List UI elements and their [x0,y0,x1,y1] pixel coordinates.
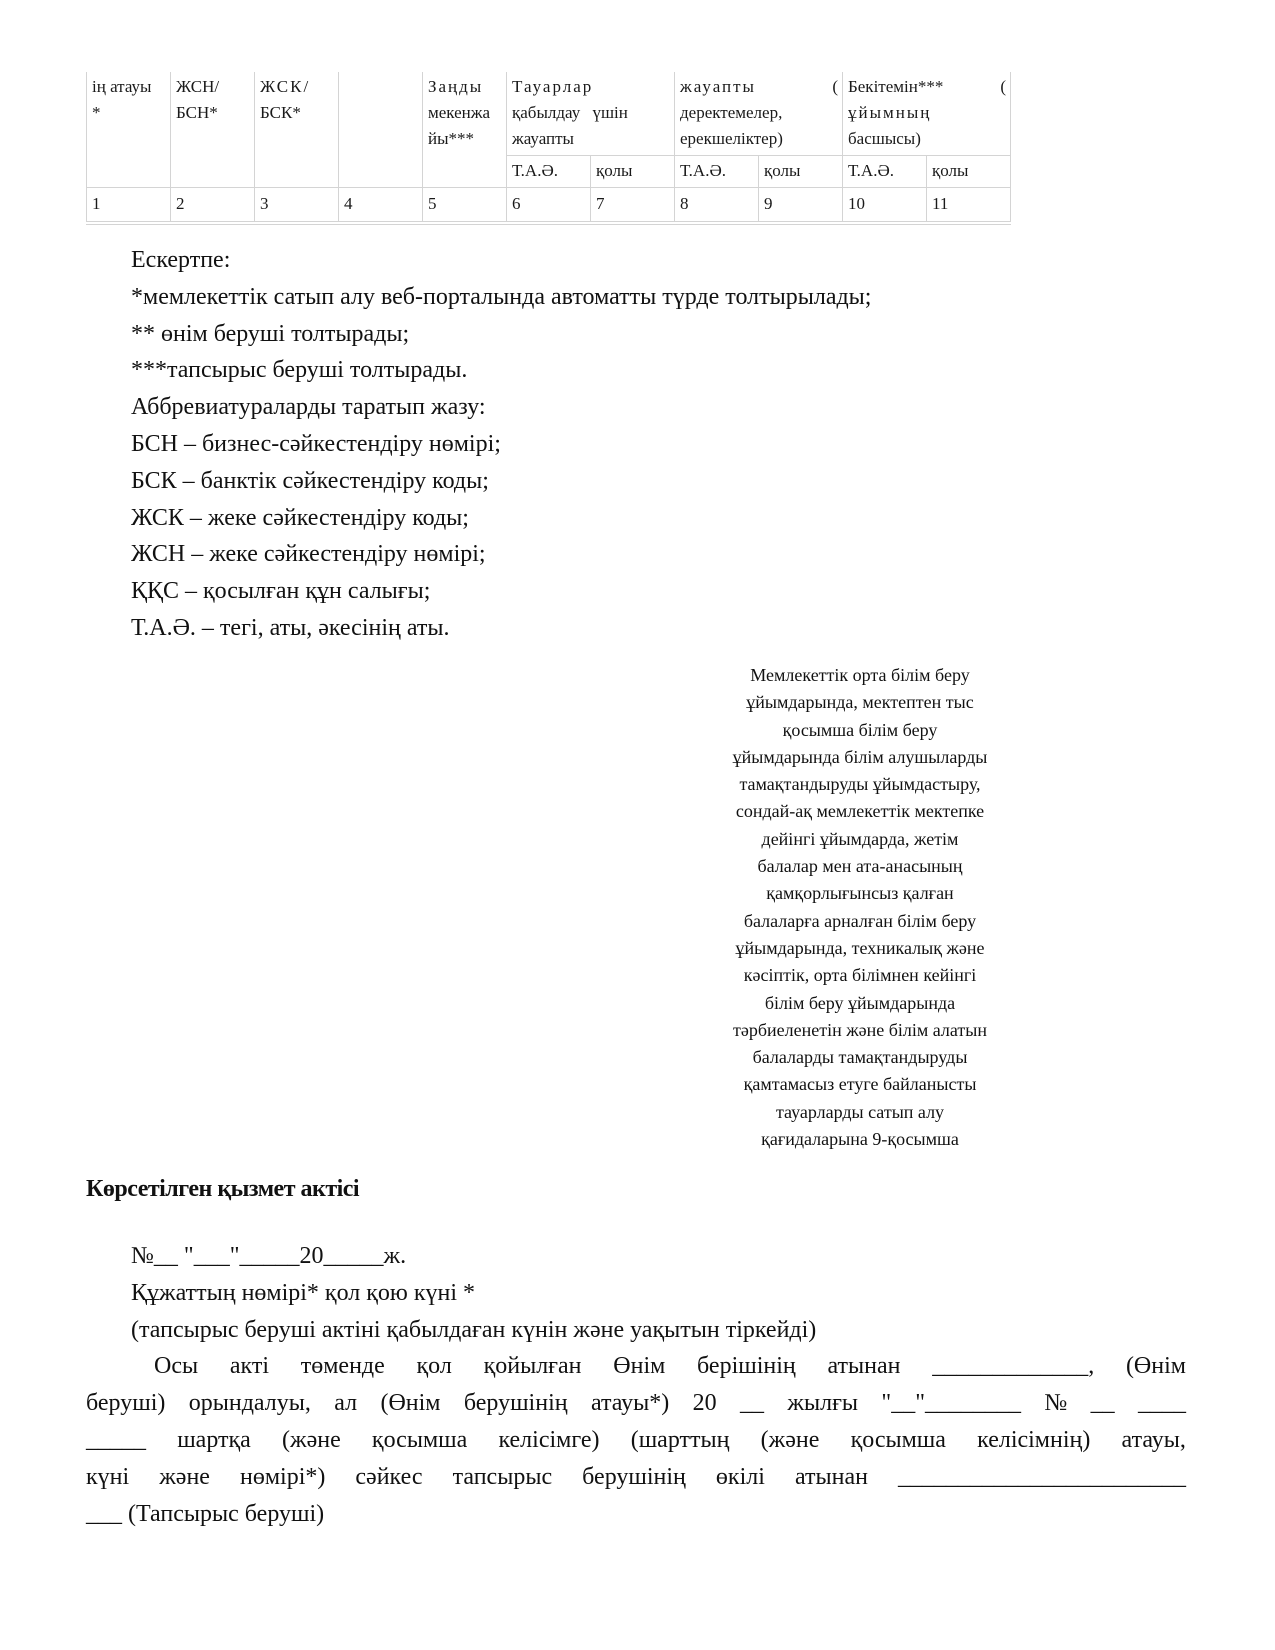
column-number: 4 [339,188,423,224]
annex-line: қосымша білім беру [782,719,938,740]
table-column-number-row [87,188,1011,224]
abbreviation-item: ЖСК – жеке сәйкестендіру коды; [131,504,469,531]
annex-line: қағидаларына 9-қосымша [761,1129,959,1150]
header-cell-iin-bin: ЖСН/ БСН* [171,72,255,188]
annex-reference [700,662,1020,1153]
annex-line: Мемлекеттік орта білім беру [750,665,970,685]
abbreviation-item: ҚҚС – қосылған құн салығы; [131,578,431,605]
header-cell-iik-bik: ЖСК/ БСК* [255,72,339,188]
note-item: ***тапсырыс беруші толтырады. [131,357,468,384]
header-cell-responsible-details: жауапты ( деректемелер, ерекшеліктер) [675,72,843,156]
header-cell-name: ің атауы * [87,72,171,188]
subheader-signature: қолы [591,156,675,188]
annex-line: қамқорлығынсыз қалған [766,883,954,904]
abbreviation-item: ЖСН – жеке сәйкестендіру нөмірі; [131,541,486,568]
column-number: 7 [591,188,675,224]
annex-line: балалар мен ата-анасының [757,856,963,877]
note-item: ** өнім беруші толтырады; [131,320,410,347]
act-number-date-line: №__ "___"_____20_____ж. [131,1243,407,1269]
header-cell-goods-receiver: Тауарлар қабылдау үшін жауапты [507,72,675,156]
column-number: 11 [927,188,1011,224]
annex-line: білім беру ұйымдарында [764,992,956,1013]
subheader-fullname: Т.А.Ә. [675,156,759,188]
column-number: 5 [423,188,507,224]
notes-title: Ескертпе: [131,247,231,273]
column-number: 10 [843,188,927,224]
notes-section [131,242,871,647]
annex-line: ұйымдарында білім алушыларды [732,746,988,767]
column-number: 3 [255,188,339,224]
table-header-row [87,72,1011,156]
goods-acceptance-table [86,72,1011,225]
abbreviations-title: Аббревиатураларды таратып жазу: [131,394,486,421]
paragraph-line: күні және нөмірі*) сәйкес тапсырыс берушінің өкілі атынан ________________________ [86,1464,1186,1490]
column-number: 6 [507,188,591,224]
act-title: Көрсетілген қызмет актісі [86,1176,360,1202]
subheader-signature: қолы [759,156,843,188]
annex-line: ұйымдарында, мектептен тыс [746,692,974,713]
paragraph-line: беруші) орындалуы, ал (Өнім берушінің атауы*) 20 __ жылғы "__"________ № __ ____ [86,1390,1186,1416]
paragraph-line: Осы акті төменде қол қойылған Өнім берішінің атынан _____________, (Өнім [154,1353,1186,1379]
header-cell-approved-by-head: Бекітемін*** ( ұйымның басшысы) [843,72,1011,156]
act-paragraph [86,1348,1186,1533]
annex-line: балаларға арналған білім беру [743,910,977,931]
header-cell-legal-address: Заңды мекенжа йы*** [423,72,507,188]
act-registration-note: (тапсырыс беруші актіні қабылдаған күнін және уақытын тіркейді) [131,1317,817,1343]
column-number: 2 [171,188,255,224]
annex-line: қамтамасыз етуге байланысты [743,1074,977,1095]
annex-line: ұйымдарында, техникалық және [735,937,985,958]
column-number: 1 [87,188,171,224]
header-cell-empty [339,72,423,188]
subheader-signature: қолы [927,156,1011,188]
annex-line: сондай-ақ мемлекеттік мектепке [735,801,985,822]
paragraph-line: _____ шартқа (және қосымша келісімге) (шарттың (және қосымша келісімнің) атауы, [86,1427,1186,1453]
annex-line: тәрбиеленетін және білім алатын [732,1019,988,1040]
column-number: 9 [759,188,843,224]
annex-line: тауарларды сатып алу [775,1101,945,1122]
abbreviation-item: БСК – банктік сәйкестендіру коды; [131,467,489,494]
column-number: 8 [675,188,759,224]
act-document-number-line: Құжаттың нөмірі* қол қою күні * [131,1280,476,1306]
abbreviation-item: Т.А.Ә. – тегі, аты, әкесінің аты. [131,614,450,641]
abbreviation-item: БСН – бизнес-сәйкестендіру нөмірі; [131,430,501,457]
annex-line: кәсіптік, орта білімнен кейінгі [743,965,977,986]
subheader-fullname: Т.А.Ә. [843,156,927,188]
annex-line: дейінгі ұйымдарда, жетім [761,828,959,849]
annex-line: балаларды тамақтандыруды [752,1047,968,1068]
act-header-lines [131,1238,816,1349]
note-item: *мемлекеттік сатып алу веб-порталында автоматты түрде толтырылады; [131,283,872,310]
subheader-fullname: Т.А.Ә. [507,156,591,188]
paragraph-line: ___ (Тапсырыс беруші) [86,1501,325,1527]
annex-line: тамақтандыруды ұйымдастыру, [739,774,981,795]
